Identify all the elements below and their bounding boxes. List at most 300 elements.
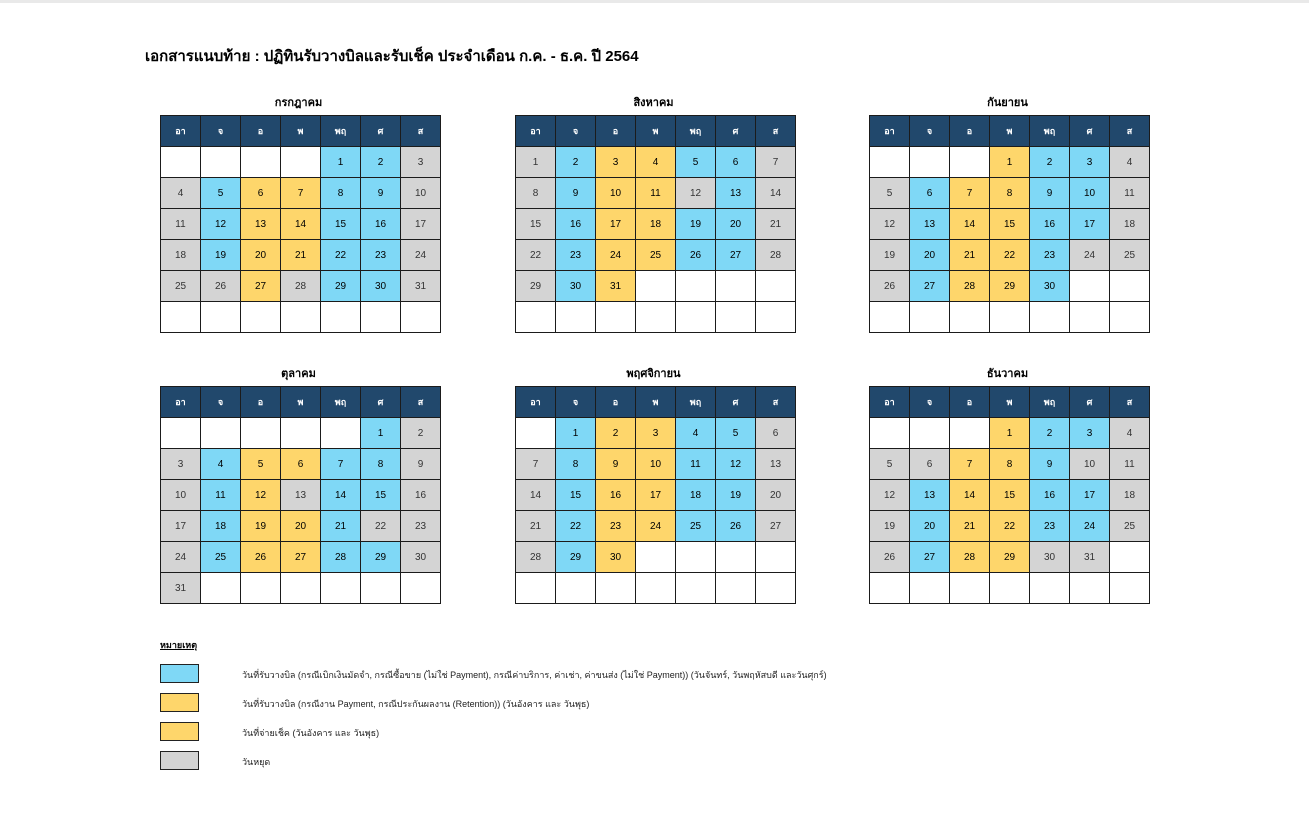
weekday-header: จ <box>201 116 241 147</box>
day-cell: 31 <box>161 573 201 604</box>
month-table <box>869 386 1150 604</box>
day-cell: 31 <box>401 271 441 302</box>
day-cell: 22 <box>990 240 1030 271</box>
day-cell: 11 <box>1110 449 1150 480</box>
empty-cell <box>401 573 441 604</box>
empty-cell <box>281 573 321 604</box>
day-cell: 12 <box>676 178 716 209</box>
day-cell: 9 <box>1030 449 1070 480</box>
day-cell: 18 <box>1110 480 1150 511</box>
empty-cell <box>516 573 556 604</box>
week-row <box>870 573 1150 604</box>
weekday-header-row <box>161 116 441 147</box>
day-cell: 21 <box>281 240 321 271</box>
weekday-header: พ <box>281 116 321 147</box>
day-cell: 19 <box>241 511 281 542</box>
empty-cell <box>910 418 950 449</box>
empty-cell <box>950 147 990 178</box>
day-cell: 21 <box>950 511 990 542</box>
empty-cell <box>676 302 716 333</box>
weekday-header: จ <box>556 116 596 147</box>
week-row <box>161 418 441 449</box>
day-cell: 3 <box>1070 147 1110 178</box>
weekday-header: พ <box>636 387 676 418</box>
week-row <box>516 511 796 542</box>
day-cell: 12 <box>870 480 910 511</box>
weekday-header: ศ <box>716 116 756 147</box>
day-cell: 6 <box>910 449 950 480</box>
week-row <box>870 542 1150 573</box>
empty-cell <box>1110 542 1150 573</box>
empty-cell <box>910 573 950 604</box>
day-cell: 12 <box>201 209 241 240</box>
day-cell: 28 <box>950 271 990 302</box>
week-row <box>516 147 796 178</box>
day-cell: 20 <box>910 240 950 271</box>
day-cell: 14 <box>950 209 990 240</box>
month-table <box>515 386 796 604</box>
empty-cell <box>241 418 281 449</box>
month-name: กันยายน <box>987 97 1028 109</box>
day-cell: 2 <box>596 418 636 449</box>
empty-cell <box>281 302 321 333</box>
month-name: ธันวาคม <box>986 368 1029 380</box>
weekday-header: ส <box>1110 116 1150 147</box>
month-name: สิงหาคม <box>633 97 674 109</box>
empty-cell <box>1110 271 1150 302</box>
day-cell: 15 <box>556 480 596 511</box>
day-cell: 15 <box>361 480 401 511</box>
day-cell: 26 <box>870 542 910 573</box>
day-cell: 28 <box>516 542 556 573</box>
week-row <box>516 302 796 333</box>
day-cell: 24 <box>1070 240 1110 271</box>
month-calendar <box>515 95 792 333</box>
day-cell: 15 <box>516 209 556 240</box>
day-cell: 14 <box>281 209 321 240</box>
day-cell: 25 <box>1110 240 1150 271</box>
empty-cell <box>1070 302 1110 333</box>
day-cell: 1 <box>556 418 596 449</box>
day-cell: 7 <box>321 449 361 480</box>
weekday-header: จ <box>910 387 950 418</box>
day-cell: 4 <box>1110 147 1150 178</box>
empty-cell <box>201 147 241 178</box>
day-cell: 20 <box>281 511 321 542</box>
day-cell: 18 <box>636 209 676 240</box>
empty-cell <box>870 302 910 333</box>
day-cell: 22 <box>516 240 556 271</box>
day-cell: 10 <box>596 178 636 209</box>
weekday-header: พ <box>990 387 1030 418</box>
day-cell: 31 <box>1070 542 1110 573</box>
day-cell: 6 <box>716 147 756 178</box>
week-row <box>516 573 796 604</box>
day-cell: 2 <box>1030 418 1070 449</box>
day-cell: 17 <box>1070 480 1110 511</box>
day-cell: 29 <box>990 271 1030 302</box>
month-name: ตุลาคม <box>281 368 316 380</box>
day-cell: 13 <box>910 480 950 511</box>
day-cell: 27 <box>756 511 796 542</box>
weekday-header-row <box>870 116 1150 147</box>
empty-cell <box>756 302 796 333</box>
weekday-header: อา <box>161 387 201 418</box>
empty-cell <box>1110 302 1150 333</box>
day-cell: 28 <box>281 271 321 302</box>
day-cell: 23 <box>556 240 596 271</box>
empty-cell <box>161 302 201 333</box>
day-cell: 13 <box>756 449 796 480</box>
day-cell: 11 <box>636 178 676 209</box>
day-cell: 18 <box>201 511 241 542</box>
weekday-header: พ <box>636 116 676 147</box>
empty-cell <box>676 271 716 302</box>
day-cell: 7 <box>516 449 556 480</box>
day-cell: 2 <box>361 147 401 178</box>
day-cell: 19 <box>870 511 910 542</box>
day-cell: 13 <box>910 209 950 240</box>
empty-cell <box>281 418 321 449</box>
day-cell: 10 <box>1070 449 1110 480</box>
empty-cell <box>950 573 990 604</box>
day-cell: 2 <box>1030 147 1070 178</box>
week-row <box>870 271 1150 302</box>
day-cell: 20 <box>910 511 950 542</box>
day-cell: 2 <box>556 147 596 178</box>
day-cell: 27 <box>716 240 756 271</box>
day-cell: 5 <box>870 178 910 209</box>
day-cell: 6 <box>241 178 281 209</box>
empty-cell <box>401 302 441 333</box>
weekday-header: พฤ <box>676 387 716 418</box>
empty-cell <box>321 418 361 449</box>
day-cell: 13 <box>281 480 321 511</box>
week-row <box>161 449 441 480</box>
empty-cell <box>556 573 596 604</box>
week-row <box>516 178 796 209</box>
empty-cell <box>870 573 910 604</box>
day-cell: 12 <box>241 480 281 511</box>
weekday-header: อา <box>870 116 910 147</box>
day-cell: 16 <box>1030 480 1070 511</box>
day-cell: 26 <box>676 240 716 271</box>
legend-text: วันหยุด <box>242 757 271 767</box>
day-cell: 12 <box>716 449 756 480</box>
day-cell: 17 <box>161 511 201 542</box>
day-cell: 1 <box>361 418 401 449</box>
week-row <box>516 418 796 449</box>
day-cell: 9 <box>401 449 441 480</box>
empty-cell <box>1070 573 1110 604</box>
day-cell: 10 <box>1070 178 1110 209</box>
week-row <box>161 240 441 271</box>
empty-cell <box>636 271 676 302</box>
week-row <box>161 542 441 573</box>
weekday-header: พฤ <box>676 116 716 147</box>
day-cell: 4 <box>676 418 716 449</box>
month-name: กรกฎาคม <box>274 97 323 109</box>
legend-title: หมายเหตุ <box>160 640 198 650</box>
day-cell: 24 <box>1070 511 1110 542</box>
empty-cell <box>756 542 796 573</box>
day-cell: 5 <box>716 418 756 449</box>
weekday-header-row <box>870 387 1150 418</box>
empty-cell <box>361 573 401 604</box>
day-cell: 26 <box>870 271 910 302</box>
empty-cell <box>596 302 636 333</box>
weekday-header: ส <box>756 116 796 147</box>
day-cell: 7 <box>756 147 796 178</box>
month-calendar <box>515 366 792 604</box>
week-row <box>870 480 1150 511</box>
weekday-header: พฤ <box>1030 387 1070 418</box>
empty-cell <box>756 271 796 302</box>
day-cell: 16 <box>401 480 441 511</box>
day-cell: 29 <box>516 271 556 302</box>
day-cell: 7 <box>950 178 990 209</box>
day-cell: 30 <box>596 542 636 573</box>
legend-swatch <box>160 751 199 770</box>
day-cell: 25 <box>161 271 201 302</box>
day-cell: 4 <box>1110 418 1150 449</box>
day-cell: 30 <box>361 271 401 302</box>
day-cell: 4 <box>636 147 676 178</box>
day-cell: 12 <box>870 209 910 240</box>
empty-cell <box>716 573 756 604</box>
day-cell: 5 <box>241 449 281 480</box>
day-cell: 13 <box>716 178 756 209</box>
day-cell: 8 <box>990 178 1030 209</box>
day-cell: 19 <box>870 240 910 271</box>
day-cell: 7 <box>950 449 990 480</box>
day-cell: 16 <box>596 480 636 511</box>
week-row <box>516 209 796 240</box>
empty-cell <box>281 147 321 178</box>
legend-text: วันที่รับวางบิล (กรณีเบิกเงินมัดจำ, กรณีซื้อขาย (ไม่ใช่ Payment), กรณีค่าบริการ, ค่าเช่า, ค่าขนส่ง (ไม่ใช่ Payment)) (วันจันทร์, วันพฤหัสบดี และวันศุกร์) <box>242 670 827 680</box>
empty-cell <box>321 573 361 604</box>
day-cell: 17 <box>401 209 441 240</box>
week-row <box>870 209 1150 240</box>
weekday-header: ส <box>401 116 441 147</box>
day-cell: 11 <box>161 209 201 240</box>
week-row <box>161 480 441 511</box>
weekday-header: ศ <box>716 387 756 418</box>
month-calendar <box>869 95 1146 333</box>
day-cell: 22 <box>990 511 1030 542</box>
weekday-header: อ <box>596 116 636 147</box>
weekday-header: อา <box>516 387 556 418</box>
week-row <box>870 147 1150 178</box>
empty-cell <box>516 302 556 333</box>
weekday-header: ส <box>756 387 796 418</box>
week-row <box>516 480 796 511</box>
day-cell: 20 <box>716 209 756 240</box>
weekday-header: ศ <box>361 387 401 418</box>
day-cell: 10 <box>401 178 441 209</box>
month-table <box>869 115 1150 333</box>
empty-cell <box>756 573 796 604</box>
day-cell: 23 <box>361 240 401 271</box>
empty-cell <box>1030 302 1070 333</box>
empty-cell <box>321 302 361 333</box>
weekday-header: ศ <box>361 116 401 147</box>
day-cell: 1 <box>321 147 361 178</box>
empty-cell <box>870 418 910 449</box>
weekday-header: พฤ <box>1030 116 1070 147</box>
day-cell: 21 <box>950 240 990 271</box>
day-cell: 24 <box>161 542 201 573</box>
day-cell: 23 <box>401 511 441 542</box>
legend-swatch <box>160 664 199 683</box>
legend-swatch <box>160 722 199 741</box>
day-cell: 8 <box>361 449 401 480</box>
day-cell: 30 <box>556 271 596 302</box>
week-row <box>870 178 1150 209</box>
day-cell: 13 <box>241 209 281 240</box>
week-row <box>161 271 441 302</box>
weekday-header: ศ <box>1070 116 1110 147</box>
day-cell: 17 <box>1070 209 1110 240</box>
day-cell: 22 <box>361 511 401 542</box>
day-cell: 21 <box>321 511 361 542</box>
day-cell: 3 <box>161 449 201 480</box>
empty-cell <box>161 147 201 178</box>
week-row <box>161 209 441 240</box>
empty-cell <box>516 418 556 449</box>
empty-cell <box>676 573 716 604</box>
empty-cell <box>201 573 241 604</box>
empty-cell <box>676 542 716 573</box>
week-row <box>516 542 796 573</box>
empty-cell <box>1030 573 1070 604</box>
day-cell: 25 <box>1110 511 1150 542</box>
day-cell: 26 <box>241 542 281 573</box>
day-cell: 14 <box>516 480 556 511</box>
day-cell: 14 <box>321 480 361 511</box>
day-cell: 20 <box>756 480 796 511</box>
day-cell: 6 <box>756 418 796 449</box>
day-cell: 9 <box>596 449 636 480</box>
day-cell: 25 <box>676 511 716 542</box>
day-cell: 11 <box>1110 178 1150 209</box>
empty-cell <box>201 418 241 449</box>
week-row <box>516 240 796 271</box>
day-cell: 28 <box>756 240 796 271</box>
day-cell: 9 <box>1030 178 1070 209</box>
day-cell: 2 <box>401 418 441 449</box>
day-cell: 15 <box>990 480 1030 511</box>
weekday-header: อา <box>516 116 556 147</box>
empty-cell <box>990 573 1030 604</box>
day-cell: 9 <box>556 178 596 209</box>
day-cell: 17 <box>596 209 636 240</box>
day-cell: 17 <box>636 480 676 511</box>
empty-cell <box>361 302 401 333</box>
day-cell: 27 <box>281 542 321 573</box>
day-cell: 21 <box>516 511 556 542</box>
empty-cell <box>596 573 636 604</box>
empty-cell <box>716 542 756 573</box>
weekday-header-row <box>161 387 441 418</box>
day-cell: 6 <box>910 178 950 209</box>
top-edge <box>0 0 1309 3</box>
empty-cell <box>241 147 281 178</box>
empty-cell <box>950 302 990 333</box>
weekday-header: อ <box>950 116 990 147</box>
empty-cell <box>241 302 281 333</box>
day-cell: 11 <box>201 480 241 511</box>
day-cell: 22 <box>321 240 361 271</box>
day-cell: 18 <box>1110 209 1150 240</box>
day-cell: 19 <box>676 209 716 240</box>
day-cell: 22 <box>556 511 596 542</box>
day-cell: 23 <box>596 511 636 542</box>
day-cell: 27 <box>910 271 950 302</box>
day-cell: 16 <box>361 209 401 240</box>
empty-cell <box>556 302 596 333</box>
week-row <box>161 147 441 178</box>
month-table <box>160 386 441 604</box>
week-row <box>870 449 1150 480</box>
day-cell: 30 <box>1030 542 1070 573</box>
weekday-header: ศ <box>1070 387 1110 418</box>
empty-cell <box>910 302 950 333</box>
weekday-header: พ <box>281 387 321 418</box>
weekday-header: จ <box>201 387 241 418</box>
week-row <box>516 449 796 480</box>
day-cell: 8 <box>516 178 556 209</box>
day-cell: 25 <box>636 240 676 271</box>
day-cell: 21 <box>756 209 796 240</box>
weekday-header: อา <box>870 387 910 418</box>
day-cell: 26 <box>716 511 756 542</box>
week-row <box>161 511 441 542</box>
legend-text: วันที่จ่ายเช็ค (วันอังคาร และ วันพุธ) <box>242 728 380 738</box>
day-cell: 29 <box>990 542 1030 573</box>
month-name: พฤศจิกายน <box>626 368 681 380</box>
day-cell: 4 <box>161 178 201 209</box>
empty-cell <box>636 542 676 573</box>
week-row <box>870 240 1150 271</box>
day-cell: 16 <box>556 209 596 240</box>
empty-cell <box>990 302 1030 333</box>
weekday-header: อ <box>241 387 281 418</box>
day-cell: 6 <box>281 449 321 480</box>
day-cell: 16 <box>1030 209 1070 240</box>
empty-cell <box>201 302 241 333</box>
empty-cell <box>161 418 201 449</box>
week-row <box>870 302 1150 333</box>
day-cell: 1 <box>990 147 1030 178</box>
weekday-header: ส <box>1110 387 1150 418</box>
weekday-header-row <box>516 116 796 147</box>
day-cell: 14 <box>950 480 990 511</box>
week-row <box>161 178 441 209</box>
day-cell: 30 <box>401 542 441 573</box>
week-row <box>516 271 796 302</box>
day-cell: 24 <box>596 240 636 271</box>
weekday-header: พฤ <box>321 116 361 147</box>
week-row <box>870 418 1150 449</box>
month-calendar <box>160 366 437 604</box>
day-cell: 18 <box>161 240 201 271</box>
weekday-header: พฤ <box>321 387 361 418</box>
day-cell: 8 <box>321 178 361 209</box>
day-cell: 15 <box>990 209 1030 240</box>
day-cell: 8 <box>990 449 1030 480</box>
empty-cell <box>910 147 950 178</box>
